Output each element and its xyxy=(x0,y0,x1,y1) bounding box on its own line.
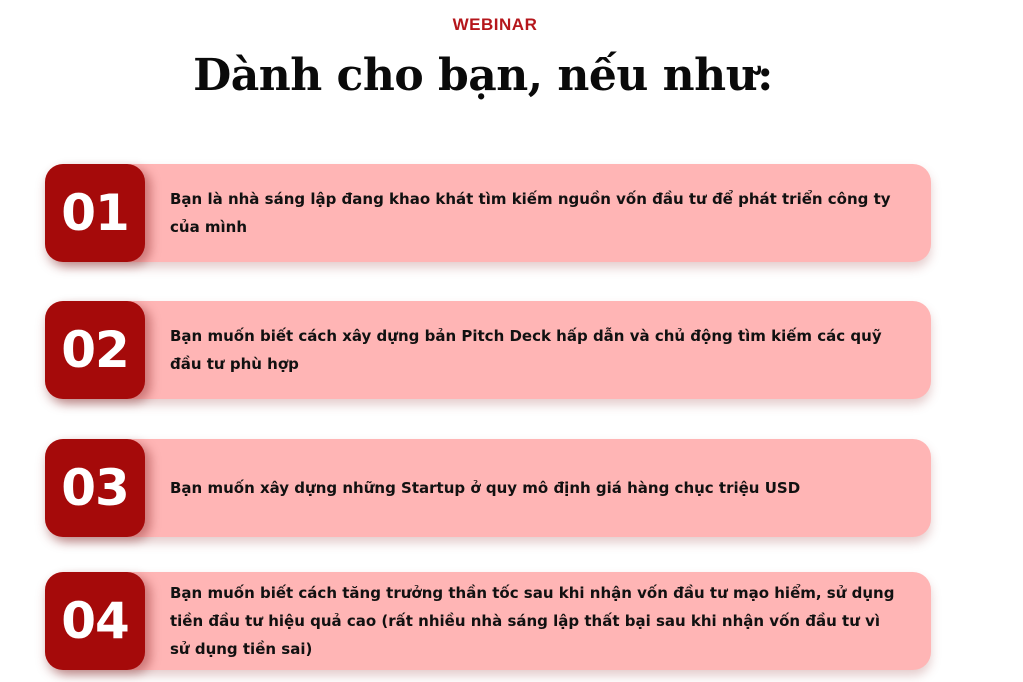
item-text: Bạn muốn biết cách tăng trưởng thần tốc sau khi nhận vốn đầu tư mạo hiểm, sử dụng tiền đầu tư hiệu quả cao (rất nhiều nhà sáng lập thất bại sau khi nhận vốn đầu tư vì sử dụng tiền sai) xyxy=(170,584,895,658)
list-item xyxy=(45,572,931,670)
item-number-badge: 02 xyxy=(45,301,145,399)
list-item xyxy=(45,439,931,537)
item-text: Bạn muốn biết cách xây dựng bản Pitch Deck hấp dẫn và chủ động tìm kiếm các quỹ đầu tư phù hợp xyxy=(170,327,882,373)
list-item xyxy=(45,164,931,262)
page-title: Dành cho bạn, nếu như: xyxy=(193,50,773,101)
item-text: Bạn là nhà sáng lập đang khao khát tìm kiếm nguồn vốn đầu tư để phát triển công ty của mình xyxy=(170,190,891,236)
item-number-badge: 01 xyxy=(45,164,145,262)
item-text: Bạn muốn xây dựng những Startup ở quy mô định giá hàng chục triệu USD xyxy=(170,479,801,497)
list-item xyxy=(45,301,931,399)
item-number-badge: 03 xyxy=(45,439,145,537)
item-number-badge: 04 xyxy=(45,572,145,670)
eyebrow-label: WEBINAR xyxy=(452,15,538,34)
